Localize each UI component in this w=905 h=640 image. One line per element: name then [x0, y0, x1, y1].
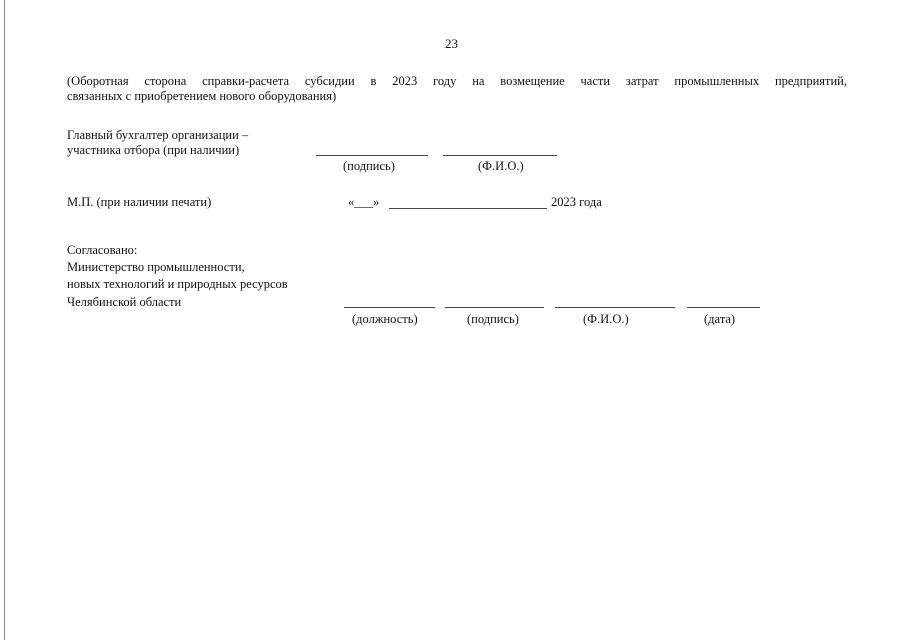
approval-org-line-3: Челябинской области: [67, 295, 182, 309]
approval-date-line: [687, 307, 760, 308]
date-year-text: 2023 года: [551, 195, 602, 209]
accountant-signature-caption: (подпись): [343, 159, 395, 173]
accountant-name-caption: (Ф.И.О.): [478, 159, 524, 173]
accountant-signature-line: [316, 155, 428, 156]
page-left-border: [4, 0, 5, 640]
page-number: 23: [445, 36, 458, 51]
approval-org-line-1: Министерство промышленности,: [67, 260, 245, 274]
intro-line-2: связанных с приобретением нового оборудования): [67, 89, 337, 103]
intro-note: [67, 74, 847, 104]
date-day-field: «___»: [348, 195, 380, 209]
approval-name-caption: (Ф.И.О.): [583, 312, 629, 326]
approval-signature-line: [445, 307, 544, 308]
intro-line-1: (Оборотная сторона справки-расчета субсидии в 2023 году на возмещение части затрат промышленных предприятий,: [67, 74, 847, 88]
accountant-label-line-2: участника отбора (при наличии): [67, 143, 240, 157]
date-month-line: [389, 208, 547, 209]
approval-signature-caption: (подпись): [467, 312, 519, 326]
approval-position-caption: (должность): [352, 312, 418, 326]
approval-heading: Согласовано:: [67, 243, 138, 257]
approval-position-line: [344, 307, 435, 308]
approval-org-line-2: новых технологий и природных ресурсов: [67, 277, 288, 291]
stamp-label: М.П. (при наличии печати): [67, 195, 212, 209]
accountant-name-line: [443, 155, 557, 156]
accountant-label-line-1: Главный бухгалтер организации –: [67, 128, 249, 142]
approval-date-caption: (дата): [704, 312, 736, 326]
approval-name-line: [555, 307, 675, 308]
